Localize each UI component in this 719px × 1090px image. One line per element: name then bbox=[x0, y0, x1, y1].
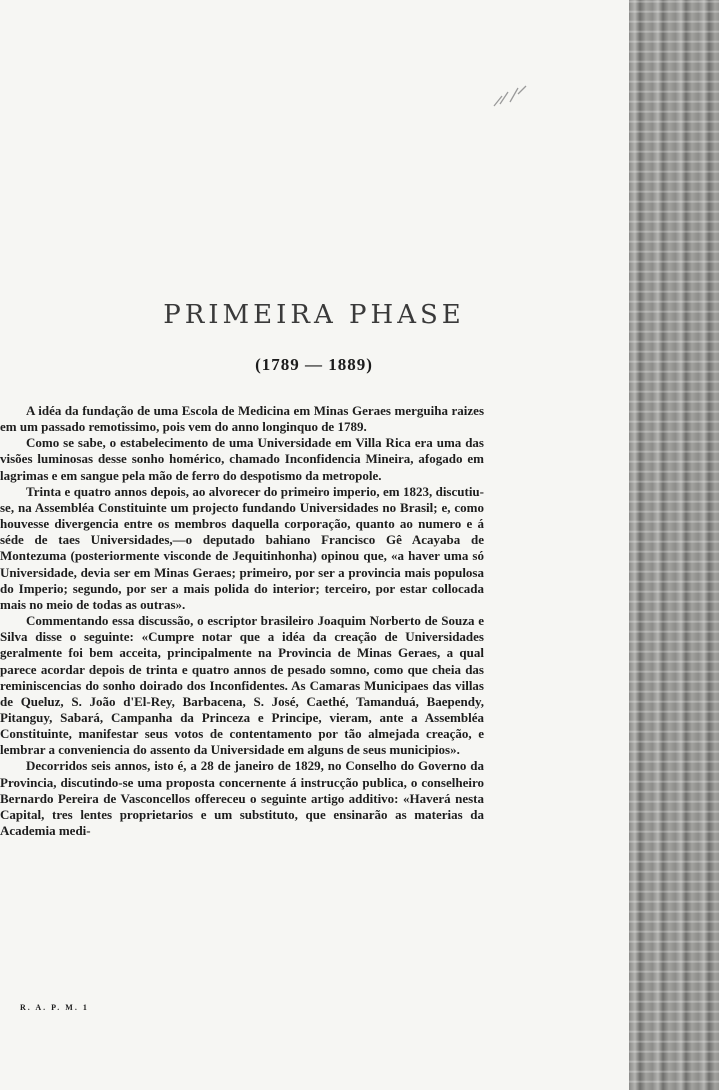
section-title: PRIMEIRA PHASE bbox=[163, 300, 465, 330]
paragraph-5: Decorridos seis annos, isto é, a 28 de janeiro de 1829, no Conselho do Governo da Provincia, discutindo-se uma proposta concernente á instrucção publica, o conselheiro Bernardo Pereira de Vasconcellos offereceu o seguinte artigo additivo: «Haverá nesta Capital, tres lentes proprietarios e um substituto, que ensinarão as materias da Academia medi- bbox=[0, 758, 484, 839]
section-dates: (1789 — 1889) bbox=[255, 355, 373, 374]
paragraph-1: A idéa da fundação de uma Escola de Medicina em Minas Geraes merguiha raizes em um passado remotissimo, pois vem do anno longinquo de 1789. bbox=[0, 403, 484, 435]
paragraph-2: Como se sabe, o estabelecimento de uma Universidade em Villa Rica era uma das visões luminosas desse sonho homérico, chamado Inconfidencia Mineira, afogado em lagrimas e em sangue pela mão de ferro do despotismo da metropole. bbox=[0, 435, 484, 483]
adjacent-page-strip bbox=[629, 0, 719, 1090]
paragraph-3: Trinta e quatro annos depois, ao alvorecer do primeiro imperio, em 1823, discutiu-se, na Assembléa Constituinte um projecto fundando Universidades no Brasil; e, como houvesse divergencia entre os membros daquella corporação, quanto ao numero e á séde de taes Universidades,—o deputado bahiano Francisco Gê Acayaba de Montezuma (posteriormente visconde de Jequitinhonha) opinou que, «a haver uma só Universidade, devia ser em Minas Geraes; primeiro, por ser a provincia mais populosa do Imperio; segundo, por ser a mais polida do interior; terceiro, por estar collocada mais no meio de todas as outras». bbox=[0, 483, 484, 612]
paragraph-4: Commentando essa discussão, o escriptor brasileiro Joaquim Norberto de Souza e Silva disse o seguinte: «Cumpre notar que a idéa da creação de Universidades geralmente foi bem acceita, principalmente na Provincia de Minas Geraes, a qual parece acordar depois de trinta e quatro annos de pesado somno, como que cheia das reminiscencias do sonho doirado dos Inconfidentes. As Camaras Municipaes das villas de Queluz, S. João d'El-Rey, Barbacena, S. José, Caethé, Tamanduá, Baependy, Pitanguy, Sabará, Campanha da Princeza e Principe, vieram, ante a Assembléa Constituinte, manifestar seus votos de contentamento por tão almejada creação, e lembrar a conveniencia do assento da Universidade em alguns de seus municipios». bbox=[0, 613, 484, 758]
page-signature: R. A. P. M. 1 bbox=[20, 1003, 89, 1012]
pencil-mark-icon bbox=[488, 82, 532, 112]
body-text bbox=[0, 403, 484, 839]
